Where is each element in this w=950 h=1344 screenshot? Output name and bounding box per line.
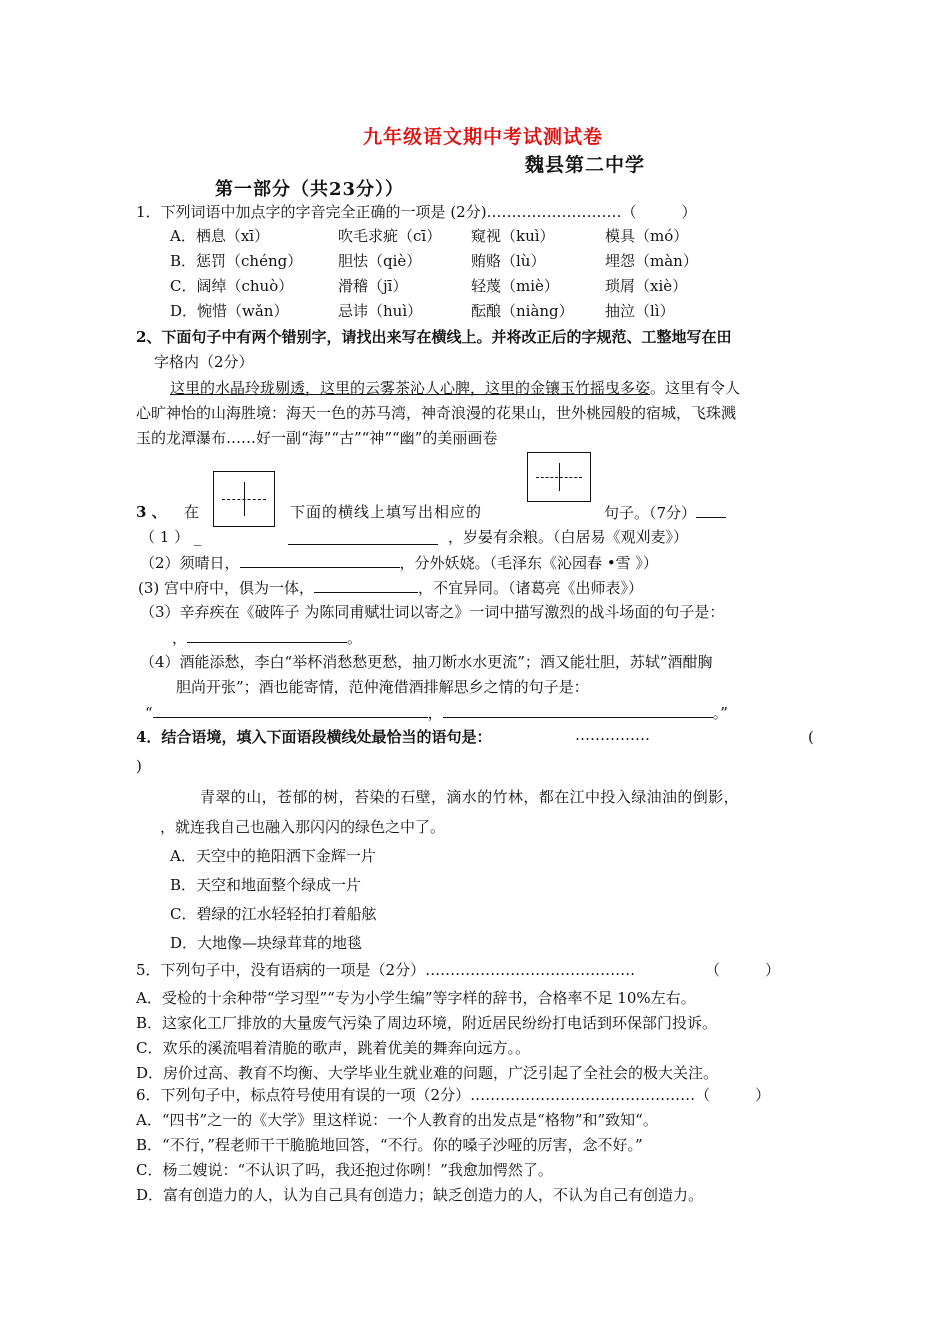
q3-item-4-period: 。 [347, 629, 363, 647]
q4-stem [136, 727, 491, 747]
tianzige-box-1[interactable] [213, 471, 275, 527]
q2-passage-tail: 。这里有令人 [650, 379, 741, 397]
q1-option: 琐屑（xiè） [605, 277, 688, 295]
q1-option: 贿赂（lù） [471, 252, 546, 270]
q1-option: 模具（mó） [605, 227, 689, 245]
q3-instruction: 下面的横线上填写出相应的 [290, 503, 483, 521]
tianzige-box-2[interactable] [527, 452, 591, 502]
q4-passage-line1: 青翠的山，苍郁的树，苔染的石壁，滴水的竹林，都在江中投入绿油油的倒影， [200, 788, 740, 806]
q1-option: C．阔绰（chuò） [170, 277, 294, 295]
q4-option: B．天空和地面整个绿成一片 [170, 876, 362, 894]
q3-item-4-answer [172, 627, 362, 648]
q1-option: 胆怯（qiè） [338, 252, 422, 270]
q5-paren: （ ） [705, 961, 781, 979]
q3-points-text: 句子。（7分） [604, 504, 697, 522]
q3-item-2-text: ，分外妖娆。（毛泽东《沁园春 •雪 》） [399, 554, 658, 572]
q4-passage-line2: ，就连我自己也融入那闪闪的绿色之中了。 [160, 818, 446, 836]
q3-item-5-blank-b[interactable] [443, 702, 713, 718]
q3-points [604, 502, 726, 523]
q6-option: B．“不行，”程老师干干脆脆地回答，“不行。你的嗓子沙哑的厉害，念不好。” [136, 1136, 643, 1154]
q3-item-5-cont: 胆尚开张”；酒也能寄情，范仲淹借酒排解思乡之情的句子是： [176, 678, 589, 696]
q6-option: A．“四书”之一的《大学》里这样说：一个人教育的出发点是“格物”和”致知“。 [136, 1111, 658, 1129]
q3-item-2-blank[interactable] [240, 552, 400, 568]
q3-item-5: （4）酒能添愁，李白“举杯消愁愁更愁，抽刀断水水更流”；酒又能壮胆，苏轼”酒酣胸 [140, 653, 713, 671]
q1-option: 埋怨（màn） [605, 252, 698, 270]
q2-stem [136, 327, 731, 347]
q3-item-5-blank-a[interactable] [153, 702, 428, 718]
q3-item-1-label: （ 1 ） _ [140, 528, 202, 546]
q1-option: 窥视（kuì） [471, 227, 555, 245]
q2-passage-line1 [170, 378, 740, 398]
q3-item-3-blank[interactable] [314, 577, 418, 593]
q2-underlined-sentence: 这里的水晶玲珑剔透，这里的云雾茶沁人心脾，这里的金镶玉竹摇曳多姿 [170, 379, 651, 397]
q3-zai: 在 [184, 503, 200, 521]
q2-stem-cont: 字格内（2分） [154, 353, 254, 371]
q3-answer-blank[interactable] [696, 502, 726, 518]
q3-item-3-text: ，不宜异同。（诸葛亮《出师表》） [418, 579, 644, 597]
q2-stem-text: 2、下面句子中有两个错别字，请找出来写在横线上。并将改正后的字规范、工整地写在田 [136, 328, 732, 346]
q5-option: A．受检的十余种带“学习型”“专为小学生编”等字样的辞书，合格率不足 10%左右。 [136, 989, 696, 1007]
q4-stem-text: 4．结合语境，填入下面语段横线处最恰当的语句是： [136, 728, 492, 746]
q4-option: A．天空中的艳阳洒下金辉一片 [170, 847, 376, 865]
q3-item-1 [140, 527, 201, 547]
q3-item-4: （3）辛弃疾在《破阵子 为陈同甫赋壮词以寄之》一词中描写激烈的战斗场面的句子是： [140, 603, 725, 621]
q5-option: C．欢乐的溪流唱着清脆的歌声，跳着优美的舞奔向远方。。 [136, 1039, 530, 1057]
q3-item-2-label: （2）须晴日， [140, 554, 240, 572]
q1-option: 滑稽（jī） [338, 277, 408, 295]
q6-stem: 6．下列句子中，标点符号使用有误的一项（2分）………………………………………（ ） [136, 1086, 771, 1104]
q3-item-4-comma: ， [172, 629, 188, 647]
q2-passage-line3: 玉的龙潭瀑布……好一副“海”“古”“神”“幽”的美丽画卷 [136, 429, 498, 447]
q4-paren-close: ) [136, 757, 142, 775]
q5-option: D．房价过高、教育不均衡、大学毕业生就业难的问题，广泛引起了全社会的极大关注。 [136, 1064, 719, 1082]
q3-comma: ， [427, 704, 443, 722]
q5-option: B．这家化工厂排放的大量废气污染了周边环境，附近居民纷纷打电话到环保部门投诉。 [136, 1014, 718, 1032]
school-name: 魏县第二中学 [525, 154, 646, 176]
q5-stem: 5．下列句子中，没有语病的一项是（2分）…………………………………… [136, 961, 636, 979]
q1-option: 吹毛求疵（cī） [338, 227, 442, 245]
q4-option: D．大地像—块绿茸茸的地毯 [170, 934, 363, 952]
q4-option: C．碧绿的江水轻轻拍打着船舷 [170, 905, 377, 923]
q6-option: C．杨二嫂说：“不认识了吗，我还抱过你咧！”我愈加愕然了。 [136, 1161, 553, 1179]
q1-option: A．栖息（xī） [170, 227, 270, 245]
q3-item-5-answer [145, 702, 728, 723]
q1-option: 忌讳（huì） [338, 302, 423, 320]
q3-item-1-text: ，岁晏有余粮。（白居易《观刈麦》） [448, 528, 689, 546]
q3-item-1-blank[interactable] [288, 529, 438, 545]
q3-item-4-blank[interactable] [187, 627, 347, 643]
q3-item-2 [140, 552, 658, 573]
q4-paren-open: ( [808, 728, 814, 746]
q3-item-3 [138, 577, 643, 598]
q1-option: 轻蔑（miè） [471, 277, 559, 295]
q3-open-quote: “ [145, 704, 153, 722]
part-heading: 第一部分（共23分）） [215, 179, 405, 200]
q3-close-quote: 。” [712, 704, 728, 722]
q1-option: 抽泣（lì） [605, 302, 675, 320]
q4-dots: …………… [575, 726, 650, 744]
q2-passage-line2: 心旷神怡的山海胜境：海天一色的苏马湾，神奇浪漫的花果山，世外桃园般的宿城，飞珠溅 [136, 404, 737, 422]
q1-option: 酝酿（niàng） [471, 302, 574, 320]
q1-stem: 1．下列词语中加点字的字音完全正确的一项是 (2分)………………………（ ） [136, 203, 697, 221]
q1-option: D．惋惜（wǎn） [170, 302, 289, 320]
q3-item-3-label: (3) 宫中府中，俱为一体， [138, 579, 315, 597]
q1-option: B．惩罚（chéng） [170, 252, 303, 270]
q3-number: 3 、 [136, 503, 167, 521]
q6-option: D．富有创造力的人，认为自己具有创造力；缺乏创造力的人，不认为自己有创造力。 [136, 1186, 704, 1204]
exam-title: 九年级语文期中考试测试卷 [363, 126, 604, 148]
